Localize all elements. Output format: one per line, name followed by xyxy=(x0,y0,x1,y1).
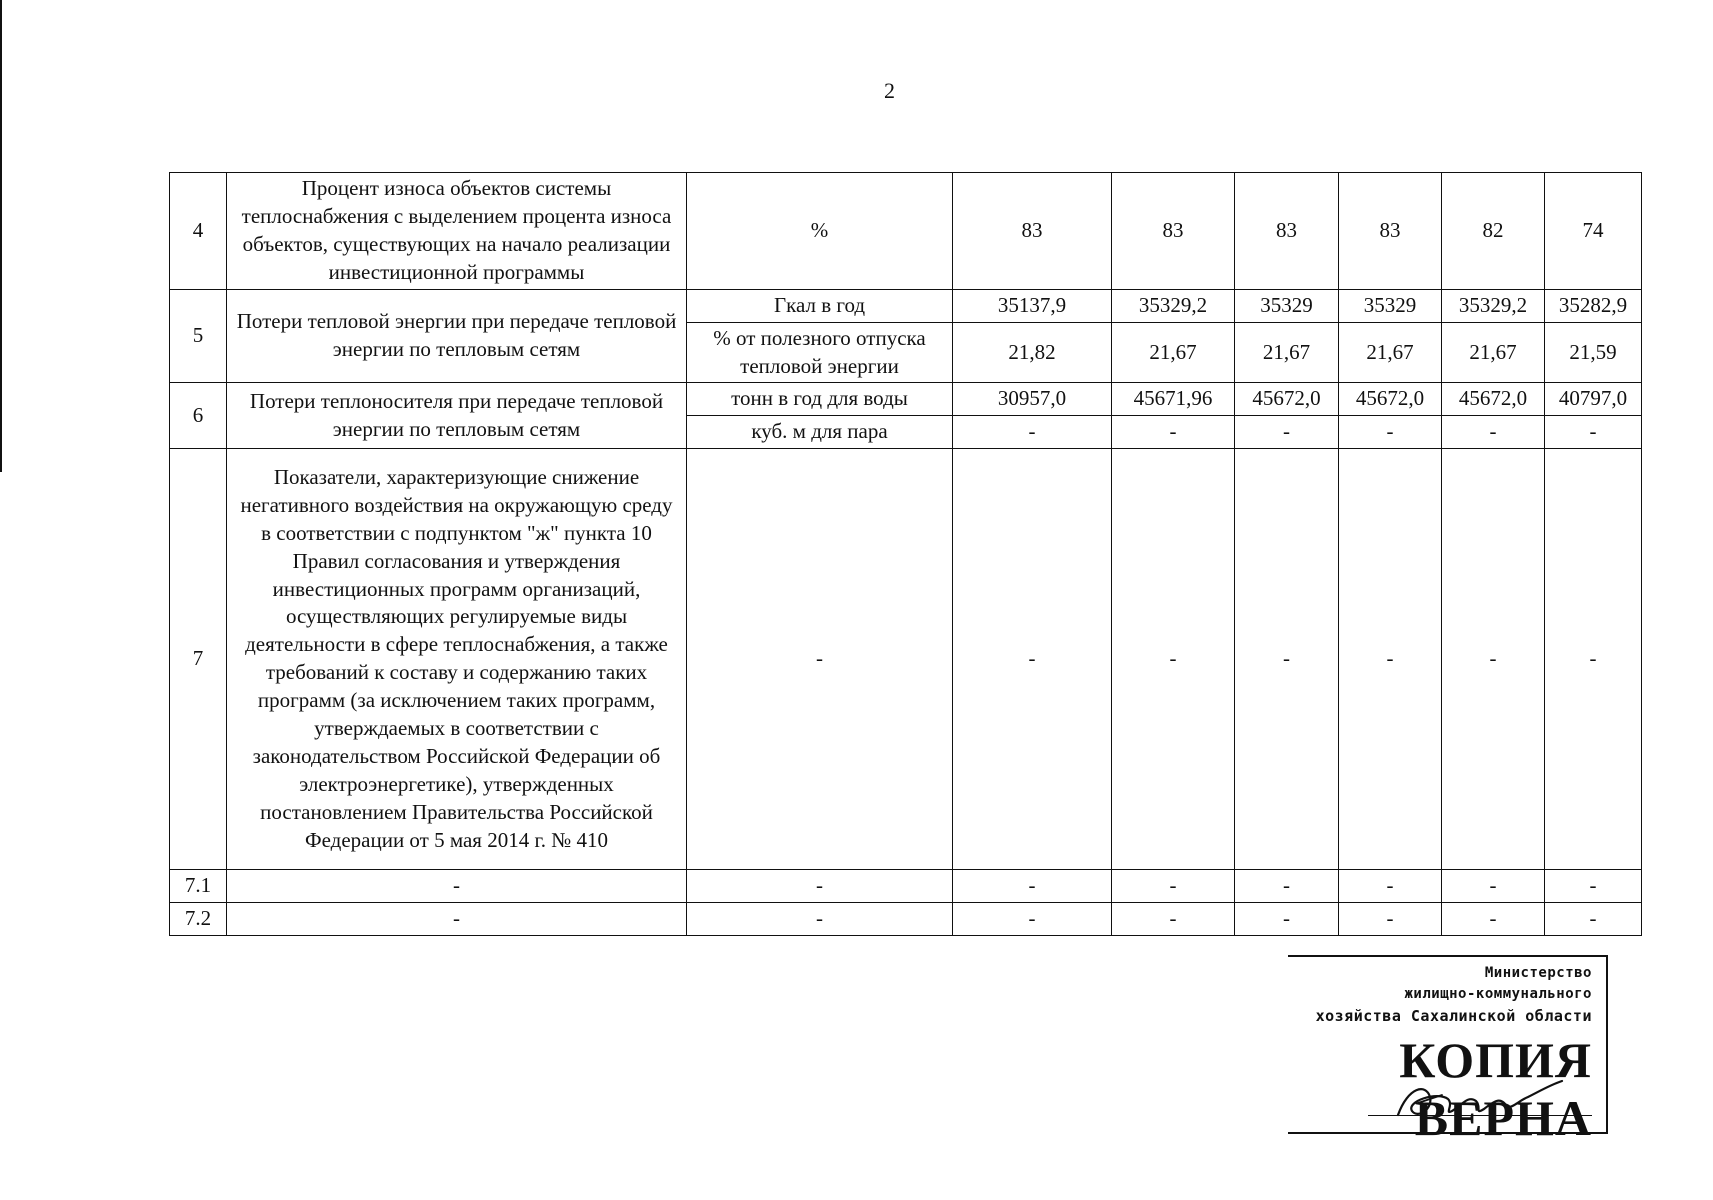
value-cell: 21,67 xyxy=(1112,322,1235,383)
unit-cell: - xyxy=(687,903,953,936)
value-cell: 83 xyxy=(1235,173,1339,290)
value-cell: 83 xyxy=(1339,173,1442,290)
table-row xyxy=(170,903,1642,936)
value-cell: - xyxy=(953,416,1112,449)
unit-cell: % xyxy=(687,173,953,290)
row-number: 6 xyxy=(170,383,227,449)
value-cell: 45671,96 xyxy=(1112,383,1235,416)
value-cell: 35329 xyxy=(1339,289,1442,322)
value-cell: - xyxy=(1112,870,1235,903)
value-cell: 74 xyxy=(1545,173,1642,290)
value-cell: - xyxy=(1235,870,1339,903)
table-row xyxy=(170,383,1642,416)
handwritten-signature xyxy=(1378,1077,1598,1127)
row-name: - xyxy=(227,870,687,903)
table-row xyxy=(170,289,1642,322)
row-number: 5 xyxy=(170,289,227,383)
stamp-line-region: хозяйства Сахалинской области xyxy=(1315,1007,1592,1025)
unit-cell: - xyxy=(687,449,953,870)
value-cell: - xyxy=(953,449,1112,870)
value-cell: 35137,9 xyxy=(953,289,1112,322)
value-cell: - xyxy=(1339,449,1442,870)
value-cell: - xyxy=(1235,903,1339,936)
indicators-table xyxy=(169,172,1642,936)
value-cell: 45672,0 xyxy=(1442,383,1545,416)
value-cell: - xyxy=(1545,416,1642,449)
value-cell: 21,67 xyxy=(1235,322,1339,383)
stamp-certified-copy-text: КОПИЯ ВЕРНА xyxy=(1399,1032,1592,1146)
value-cell: 40797,0 xyxy=(1545,383,1642,416)
certified-copy-stamp xyxy=(1288,955,1608,1146)
row-name: Процент износа объектов системы теплоснабжения с выделением процента износа объектов, существующих на начало реализации инвестиционной программы xyxy=(227,173,687,290)
value-cell: - xyxy=(1442,449,1545,870)
value-cell: 21,67 xyxy=(1442,322,1545,383)
row-name: Показатели, характеризующие снижение негативного воздействия на окружающую среду в соответствии с подпунктом "ж" пункта 10 Правил согласования и утверждения инвестиционных программ организаций, осуществляющих регулируемые виды деятельности в сфере теплоснабжения, а также требований к составу и содержанию таких программ (за исключением таких программ, утверждаемых в соответствии с законодательством Российской Федерации об электроэнергетике), утвержденных постановлением Правительства Российской Федерации от 5 мая 2014 г. № 410 xyxy=(227,449,687,870)
table-row xyxy=(170,173,1642,290)
row-name: Потери тепловой энергии при передаче тепловой энергии по тепловым сетям xyxy=(227,289,687,383)
value-cell: - xyxy=(1235,416,1339,449)
value-cell: - xyxy=(1112,903,1235,936)
value-cell: - xyxy=(1112,449,1235,870)
value-cell: - xyxy=(1442,416,1545,449)
value-cell: - xyxy=(1339,903,1442,936)
value-cell: - xyxy=(953,903,1112,936)
value-cell: - xyxy=(1545,449,1642,870)
value-cell: 45672,0 xyxy=(1235,383,1339,416)
value-cell: 83 xyxy=(1112,173,1235,290)
value-cell: 35329,2 xyxy=(1112,289,1235,322)
unit-cell: Гкал в год xyxy=(687,289,953,322)
value-cell: - xyxy=(1339,416,1442,449)
row-name: - xyxy=(227,903,687,936)
row-number: 7.2 xyxy=(170,903,227,936)
value-cell: 35329,2 xyxy=(1442,289,1545,322)
stamp-line-department: жилищно-коммунального xyxy=(1404,986,1592,1002)
unit-cell: куб. м для пара xyxy=(687,416,953,449)
table-row xyxy=(170,870,1642,903)
unit-cell: - xyxy=(687,870,953,903)
value-cell: - xyxy=(1442,903,1545,936)
value-cell: - xyxy=(1339,870,1442,903)
row-number: 7 xyxy=(170,449,227,870)
value-cell: - xyxy=(1442,870,1545,903)
value-cell: 82 xyxy=(1442,173,1545,290)
value-cell: - xyxy=(953,870,1112,903)
value-cell: 35282,9 xyxy=(1545,289,1642,322)
signature-line xyxy=(1368,1115,1592,1116)
table-row xyxy=(170,449,1642,870)
value-cell: 21,59 xyxy=(1545,322,1642,383)
page-number: 2 xyxy=(884,78,895,103)
stamp-line-ministry: Министерство xyxy=(1484,965,1592,981)
value-cell: - xyxy=(1545,903,1642,936)
value-cell: 21,82 xyxy=(953,322,1112,383)
unit-cell: % от полезного отпуска тепловой энергии xyxy=(687,322,953,383)
value-cell: 83 xyxy=(953,173,1112,290)
value-cell: 35329 xyxy=(1235,289,1339,322)
value-cell: - xyxy=(1235,449,1339,870)
value-cell: 45672,0 xyxy=(1339,383,1442,416)
unit-cell: тонн в год для воды xyxy=(687,383,953,416)
value-cell: 30957,0 xyxy=(953,383,1112,416)
row-name: Потери теплоносителя при передаче тепловой энергии по тепловым сетям xyxy=(227,383,687,449)
row-number: 7.1 xyxy=(170,870,227,903)
value-cell: - xyxy=(1112,416,1235,449)
value-cell: 21,67 xyxy=(1339,322,1442,383)
scan-edge-line xyxy=(0,0,2,472)
value-cell: - xyxy=(1545,870,1642,903)
row-number: 4 xyxy=(170,173,227,290)
